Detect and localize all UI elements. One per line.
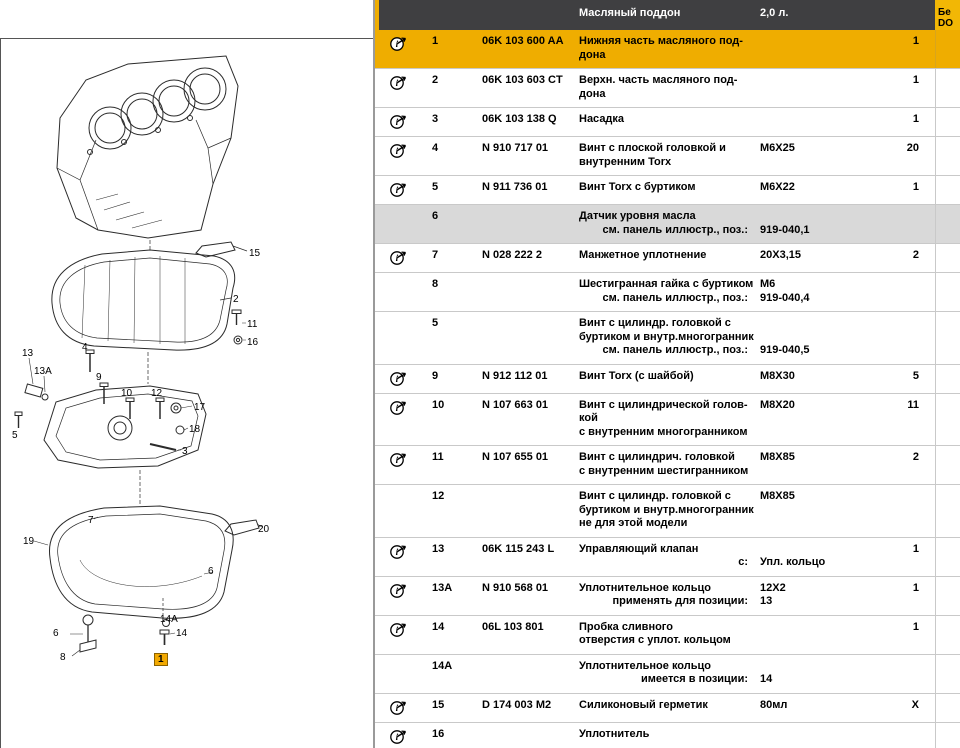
description-line: с внутренним многогранником [579,425,748,438]
right-column-cell [935,176,960,204]
info-icon-cell [375,176,423,204]
info-icon-cell [375,69,423,107]
part-size [757,69,843,107]
position-number: 13A [432,581,453,594]
part-size [757,655,843,693]
part-description [575,205,757,243]
part-description [575,108,757,136]
header-right-line1: Бе [938,7,951,18]
position-number: 8 [432,278,439,290]
svg-text:i: i [395,186,399,197]
info-icon-cell [375,205,423,243]
position-number: 15 [432,698,445,711]
table-row[interactable] [375,30,960,69]
quantity: 1 [912,581,919,594]
table-row[interactable] [375,176,960,205]
diagram-callout[interactable]: 15 [249,248,261,259]
part-number: 06K 103 138 Q [482,113,557,125]
header-right-line2: DO [938,18,953,29]
info-icon-cell [375,108,423,136]
info-icon-cell [375,30,423,68]
description-line: Пробка сливного [579,620,673,633]
diagram-callout[interactable]: 12 [151,388,163,399]
description-line: Датчик уровня масла [579,210,696,222]
info-arrow-icon[interactable] [389,621,409,638]
svg-text:i: i [395,403,399,414]
position-number: 7 [432,249,439,261]
svg-text:i: i [395,586,399,597]
part-size [757,538,843,576]
quantity: 11 [907,398,919,411]
part-size [757,616,843,654]
bolt-11-washer-16 [232,310,246,344]
description-line: Винт Torx с буртиком [579,181,696,193]
table-row[interactable] [375,485,960,538]
info-arrow-icon[interactable] [389,399,409,416]
size-line [760,412,843,426]
header-qty-column [843,0,935,30]
info-icon-cell [375,655,423,693]
size-line [760,426,843,440]
description-line: с внутренним шестигранником [579,464,749,477]
right-column-cell [935,485,960,537]
diagram-callout[interactable]: 17 [194,402,206,413]
position-number: 5 [432,317,439,329]
part-number: N 910 717 01 [482,142,549,154]
part-number: N 107 663 01 [482,398,549,411]
table-row[interactable] [375,616,960,655]
part-description [575,312,757,364]
diagram-callout[interactable]: 10 [121,388,133,399]
diagram-callout[interactable]: 18 [189,424,201,435]
position-number: 3 [432,113,439,125]
diagram-callout[interactable]: 16 [247,337,259,348]
position-number: 12 [432,490,445,502]
quantity: 1 [912,35,919,47]
description-line: Управляющий клапан [579,542,699,555]
part-number [479,205,575,243]
size-line: 80мл [760,698,788,711]
table-header [375,0,960,30]
table-row[interactable] [375,723,960,748]
part-number: 06L 103 801 [482,620,544,633]
part-size [757,365,843,393]
position-number: 13 [432,542,445,555]
right-column-cell [935,205,960,243]
info-arrow-icon[interactable] [389,451,409,468]
part-description [575,176,757,204]
part-size [757,485,843,537]
diagram-callout[interactable]: 4 [82,342,88,353]
part-size [757,30,843,68]
description-line: см. панель иллюстр., поз.: [602,291,748,304]
part-description [575,723,757,748]
size-line: Упл. кольцо [760,556,826,568]
description-line: дона [579,48,606,61]
size-line: M8X85 [760,451,795,463]
size-line: M8X30 [760,369,795,382]
part-number: N 912 112 01 [482,369,548,382]
size-line [760,88,843,102]
upper-oil-pan [52,250,235,384]
part-size [757,108,843,136]
header-blank-cell [375,0,575,30]
size-line [760,331,843,345]
part-number: 06K 115 243 L [482,542,555,555]
quantity [843,205,935,243]
info-icon-cell [375,312,423,364]
right-column-cell [935,30,960,68]
size-line [760,156,843,170]
size-line [760,660,843,674]
size-line: 14 [760,673,773,685]
size-line [760,621,843,635]
info-arrow-icon[interactable] [389,543,409,560]
part-description [575,616,757,654]
info-icon-cell [375,273,423,311]
part-number [479,723,575,748]
info-icon-cell [375,244,423,272]
position-number: 14A [432,659,453,672]
part-size [757,577,843,615]
part-size [757,394,843,446]
description-line: см. панель иллюстр., поз.: [602,344,748,356]
table-row[interactable] [375,205,960,244]
right-column-cell [935,312,960,364]
info-icon-cell [375,616,423,654]
table-row[interactable] [375,394,960,447]
svg-text:i: i [395,732,399,743]
position-number: 9 [432,369,439,382]
part-description [575,655,757,693]
right-column-cell [935,616,960,654]
oil-level-sensor-6-8 [70,615,96,656]
diagram-callout[interactable]: 19 [23,536,35,547]
part-number: D 174 003 M2 [482,698,552,711]
svg-text:i: i [395,147,399,158]
part-number [479,485,575,537]
svg-text:i: i [395,625,399,636]
diagram-callout[interactable]: 2 [233,294,239,305]
svg-text:i: i [395,40,399,51]
size-line: M8X20 [760,398,795,411]
svg-text:i: i [395,79,399,90]
quantity: 1 [912,113,919,125]
quantity: 1 [912,620,919,633]
diagram-callout[interactable]: 11 [247,319,258,330]
parts-table [373,0,960,748]
diagram-callout[interactable]: 7 [88,515,94,526]
bolts-4-9-10-12 [86,350,164,419]
quantity [843,723,935,748]
part-description [575,244,757,272]
part-number [479,273,575,311]
info-icon-cell [375,538,423,576]
description-line: Нижняя часть масляного под- [579,35,743,47]
part-size [757,694,843,722]
svg-text:i: i [395,374,399,385]
info-icon-cell [375,694,423,722]
diagram-callout[interactable]: 14 [176,628,188,639]
part-size [757,723,843,748]
description-line: Винт с цилиндрич. головкой [579,451,735,463]
header-model-column: 2,0 л. [760,7,789,19]
size-line [760,728,843,742]
header-right-column [935,0,960,30]
size-line: 919-040,1 [760,223,810,236]
diagram-callout[interactable]: 6 [208,566,214,577]
part-number: N 910 568 01 [482,581,549,594]
diagram-callout[interactable]: 14A [160,614,178,625]
part-number [479,312,575,364]
part-description [575,394,757,446]
right-column-cell [935,538,960,576]
quantity: 1 [912,74,919,86]
lower-oil-pan [34,506,233,618]
description-line: см. панель иллюстр., поз.: [602,223,748,236]
size-line: M8X85 [760,490,795,502]
table-row[interactable] [375,365,960,394]
right-column-cell [935,365,960,393]
info-arrow-icon[interactable] [389,699,409,716]
right-column-cell [935,577,960,615]
info-icon-cell [375,446,423,484]
table-row[interactable] [375,273,960,312]
diagram-callout[interactable]: 13 [22,348,34,359]
description-line: Винт с цилиндр. головкой с [579,490,731,502]
table-row[interactable] [375,137,960,176]
table-row[interactable] [375,655,960,694]
quantity: 2 [912,249,919,261]
svg-text:i: i [395,254,399,265]
info-arrow-icon[interactable] [389,370,409,387]
quantity: 1 [912,181,919,193]
info-arrow-icon[interactable] [389,74,409,91]
position-number: 1 [432,35,439,47]
size-line: M6X25 [760,142,795,154]
table-row[interactable] [375,538,960,577]
info-icon-cell [375,137,423,175]
description-line: Винт Torx (с шайбой) [579,369,694,382]
size-line: M6 [760,278,776,290]
diagram-callout[interactable]: 5 [12,430,18,441]
part-number: N 107 655 01 [482,451,549,463]
description-line: не для этой модели [579,517,688,529]
position-number: 5 [432,181,439,193]
diagram-callout[interactable]: 20 [258,524,270,535]
quantity [843,485,935,537]
part-number: N 911 736 01 [482,181,548,193]
header-section-title: Масляный поддон [579,7,681,19]
bolt-5 [15,412,22,428]
description-line: внутренним Torx [579,155,672,168]
part-size [757,205,843,243]
description-line: Уплотнитель [579,727,650,740]
table-row[interactable] [375,69,960,108]
info-arrow-icon[interactable] [389,728,409,745]
description-line: Винт с цилиндрической голов- [579,398,748,411]
quantity: 1 [912,542,919,555]
part-size [757,137,843,175]
parts-table-body [375,30,960,748]
part-description [575,365,757,393]
right-column-cell [935,723,960,748]
info-arrow-icon[interactable] [389,249,409,266]
size-line [760,543,843,557]
svg-text:i: i [395,547,399,558]
description-line: Уплотнительное кольцо [579,581,711,594]
right-column-cell [935,655,960,693]
description-line: Верхн. часть масляного под- [579,74,738,86]
description-line: буртиком и внутр.многогранник [579,330,754,343]
diagram-callout[interactable]: 3 [182,446,188,457]
description-line: Силиконовый герметик [579,698,708,711]
info-icon-cell [375,365,423,393]
part-description [575,30,757,68]
size-line [760,74,843,88]
position-number: 6 [432,210,439,222]
right-column-cell [935,244,960,272]
part-description [575,577,757,615]
description-line: кой [579,412,598,424]
size-line [760,35,843,49]
position-number: 2 [432,74,439,86]
part-number: N 028 222 2 [482,249,542,261]
part-description [575,446,757,484]
info-icon-cell [375,577,423,615]
position-number: 14 [432,620,445,633]
part-description [575,485,757,537]
diagram-callout[interactable]: 8 [60,652,66,663]
svg-text:i: i [395,703,399,714]
quantity [843,312,935,364]
description-line: Манжетное уплотнение [579,249,707,261]
right-column-cell [935,137,960,175]
quantity [843,655,935,693]
info-icon-cell [375,485,423,537]
part-description [575,273,757,311]
right-column-cell [935,273,960,311]
part-size [757,273,843,311]
table-row[interactable] [375,694,960,723]
quantity: 5 [912,369,919,382]
description-line: Уплотнительное кольцо [579,659,711,672]
quantity: X [911,698,919,711]
part-description [575,538,757,576]
diagram-callout[interactable]: 9 [96,372,102,383]
diagram-callout[interactable]: 6 [53,628,59,639]
right-column-cell [935,446,960,484]
position-number: 16 [432,727,445,740]
table-row[interactable] [375,244,960,273]
size-line: 919-040,4 [760,291,810,304]
quantity: 2 [912,451,919,463]
size-line [760,210,843,224]
description-line: Насадка [579,113,625,125]
size-line [760,113,843,127]
description-line: дона [579,87,606,100]
part-number [479,655,575,693]
info-arrow-icon[interactable] [389,142,409,159]
info-arrow-icon[interactable] [389,113,409,130]
size-line: 20X3,15 [760,249,801,261]
part-size [757,446,843,484]
table-row[interactable] [375,577,960,616]
description-line: Винт с цилиндр. головкой с [579,317,731,329]
size-line: M6X22 [760,181,795,193]
size-line: 12X2 [760,581,786,594]
diagram-pane [0,0,373,748]
part-description [575,137,757,175]
part-description [575,69,757,107]
info-arrow-icon[interactable] [389,181,409,198]
table-row[interactable] [375,108,960,137]
size-line: 13 [760,595,773,607]
part-size [757,312,843,364]
size-line [760,634,843,648]
right-column-cell [935,69,960,107]
position-number: 10 [432,398,445,411]
info-icon-cell [375,723,423,748]
engine-block [57,56,238,252]
table-row[interactable] [375,312,960,365]
right-column-cell [935,394,960,446]
quantity: 20 [906,142,919,154]
position-number: 11 [432,451,444,463]
size-line [760,465,843,479]
svg-text:i: i [395,118,399,129]
description-line: Шестигранная гайка с буртиком [579,278,754,290]
part-number: 06K 103 603 CT [482,74,563,86]
description-line: Винт с плоской головкой и [579,142,726,154]
part-number: 06K 103 600 AA [482,35,564,47]
size-line: 919-040,5 [760,344,810,356]
part-size [757,244,843,272]
size-line [760,317,843,331]
part-size [757,176,843,204]
baffle-plate [44,386,206,504]
quantity [843,273,935,311]
right-column-cell [935,694,960,722]
description-line: буртиком и внутр.многогранник [579,503,754,516]
size-line [760,504,843,518]
svg-text:i: i [395,456,399,467]
info-arrow-icon[interactable] [389,582,409,599]
diagram-callout[interactable]: 13A [34,366,52,377]
description-line: отверстия с уплот. кольцом [579,634,731,646]
right-column-cell [935,108,960,136]
description-line: с: [738,556,748,568]
description-line: применять для позиции: [612,595,748,607]
diagram-callout-highlighted[interactable]: 1 [154,653,168,666]
info-arrow-icon[interactable] [389,35,409,52]
part-description [575,694,757,722]
description-line: имеется в позиции: [640,673,748,685]
table-row[interactable] [375,446,960,485]
info-icon-cell [375,394,423,446]
sensor-13 [25,358,48,400]
size-line [760,517,843,531]
size-line [760,49,843,63]
position-number: 4 [432,142,439,154]
